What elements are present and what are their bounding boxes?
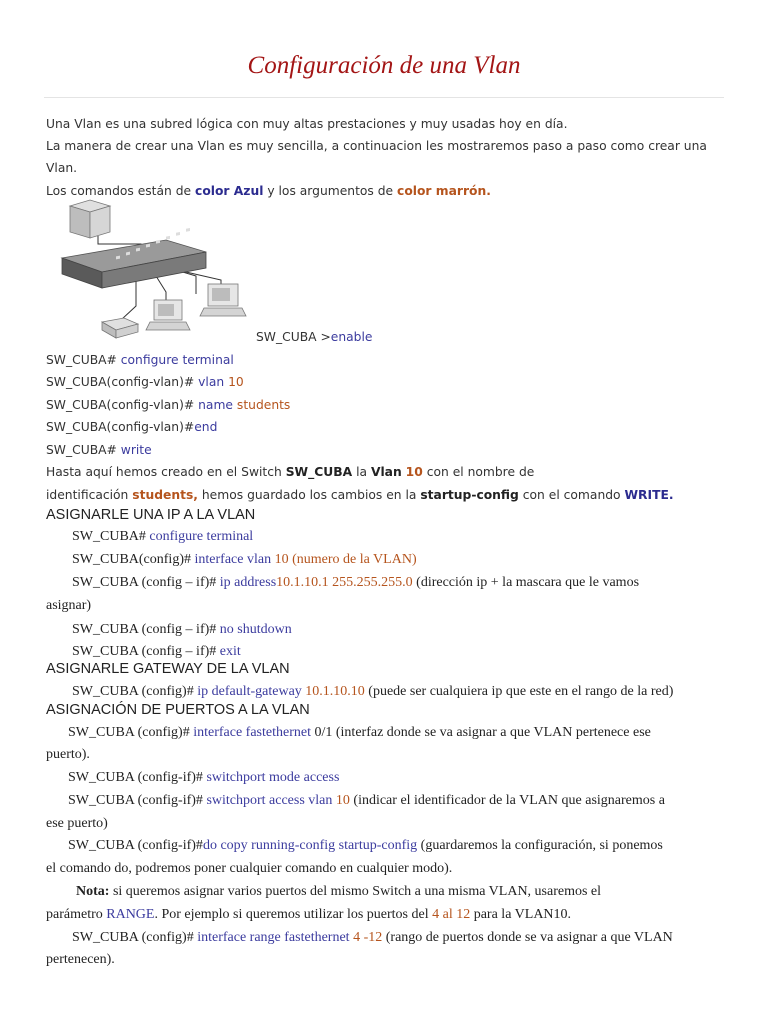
command: name	[198, 398, 237, 412]
intro-line-4-mid: y los argumentos de	[263, 184, 398, 198]
nota-line-2	[46, 907, 571, 923]
section-heading-ip: ASIGNARLE UNA IP A LA VLAN	[46, 507, 256, 523]
vlan-number: 10	[405, 465, 423, 479]
prompt: SW_CUBA(config-vlan)#	[46, 420, 195, 434]
prompt: SW_CUBA (config-if)#	[68, 793, 207, 808]
intro-line-2: La manera de crear una Vlan es muy sencilla, a continuacion les mostraremos paso a paso como crear una	[46, 139, 707, 153]
summary-text: con el comando	[518, 488, 625, 502]
sec3-line-d-cont: el comando do, podremos poner cualquier comando en cualquier modo).	[46, 861, 453, 876]
prompt: SW_CUBA(config)#	[72, 552, 195, 567]
prompt: SW_CUBA(config-vlan)#	[46, 398, 199, 412]
command: switchport access vlan	[206, 793, 336, 808]
prompt: SW_CUBA#	[46, 353, 121, 367]
summary-text: con el nombre de	[422, 465, 535, 479]
cmd-end	[46, 420, 217, 434]
sec3-line-c	[68, 793, 665, 809]
sec1-line-b	[72, 552, 417, 568]
argument: 10 (numero de la VLAN)	[274, 552, 417, 567]
prompt: SW_CUBA (config – if)#	[72, 622, 220, 637]
argument: 10.1.10.1 255.255.255.0	[276, 575, 413, 590]
prompt: SW_CUBA (config-if)#	[68, 838, 203, 853]
prompt: SW_CUBA#	[46, 443, 121, 457]
nota-text: para la VLAN10.	[470, 907, 572, 922]
sec3-line-e	[72, 930, 673, 946]
sec1-line-e	[72, 644, 241, 660]
summary-text: la	[352, 465, 371, 479]
command: configure terminal	[149, 529, 254, 544]
argument: students	[236, 398, 291, 412]
argument: 4 -12	[353, 930, 383, 945]
sec3-line-a	[68, 725, 651, 741]
sec3-line-e-cont: pertenecen).	[46, 952, 115, 967]
cmd-write	[46, 443, 152, 457]
argument: 10	[335, 793, 350, 808]
sec1-line-c-cont: asignar)	[46, 598, 92, 613]
note: (interfaz donde se va asignar a que VLAN pertenece ese	[332, 725, 651, 740]
command: interface fastethernet	[193, 725, 315, 740]
title-divider	[44, 97, 724, 98]
command: write	[120, 443, 152, 457]
command: ip address	[219, 575, 277, 590]
sec3-line-d	[68, 838, 663, 854]
command: interface range fastethernet	[197, 930, 354, 945]
command: no shutdown	[219, 622, 292, 637]
command: ip default-gateway	[197, 684, 306, 699]
intro-line-3: Vlan.	[46, 161, 78, 175]
command: interface vlan	[194, 552, 275, 567]
nota-label: Nota:	[76, 884, 110, 899]
nota-text: . Por ejemplo si queremos utilizar los puertos del	[154, 907, 433, 922]
prompt: SW_CUBA (config – if)#	[72, 575, 220, 590]
sec2-line	[72, 684, 673, 700]
summary-line-2	[46, 488, 674, 502]
nota-text: parámetro	[46, 907, 107, 922]
command: do copy running-config startup-config	[202, 838, 418, 853]
color-brown-label: color marrón.	[397, 184, 491, 198]
command: end	[194, 420, 218, 434]
prompt: SW_CUBA >	[256, 330, 331, 344]
prompt: SW_CUBA(config-vlan)#	[46, 375, 199, 389]
command: switchport mode access	[206, 770, 340, 785]
prompt: SW_CUBA (config)#	[68, 725, 194, 740]
sec3-line-c-cont: ese puerto)	[46, 816, 108, 831]
prompt: SW_CUBA (config – if)#	[72, 644, 220, 659]
note: (guardaremos la configuración, si ponemos	[417, 838, 663, 853]
write-label: WRITE.	[624, 488, 674, 502]
command: enable	[330, 330, 373, 344]
command: configure terminal	[120, 353, 234, 367]
sec3-line-b	[68, 770, 339, 786]
color-blue-label: color Azul	[195, 184, 264, 198]
cmd-vlan	[46, 375, 244, 389]
note: (dirección ip + la mascara que le vamos	[412, 575, 640, 590]
command: exit	[219, 644, 241, 659]
section-heading-ports: ASIGNACIÓN DE PUERTOS A LA VLAN	[46, 702, 310, 718]
nota-line-1	[76, 884, 601, 900]
summary-text: Hasta aquí hemos creado en el Switch	[46, 465, 286, 479]
summary-line-1	[46, 465, 534, 479]
note: (puede ser cualquiera ip que este en el rango de la red)	[364, 684, 674, 699]
prompt: SW_CUBA (config-if)#	[68, 770, 207, 785]
students-label: students,	[132, 488, 198, 502]
sec3-line-a-cont: puerto).	[46, 747, 90, 762]
page-title: Configuración de una Vlan	[247, 52, 521, 79]
cmd-configure-terminal	[46, 353, 234, 367]
switch-name: SW_CUBA	[285, 465, 353, 479]
sec1-line-a	[72, 529, 253, 545]
section-heading-gateway: ASIGNARLE GATEWAY DE LA VLAN	[46, 661, 290, 677]
note: (rango de puertos donde se va asignar a que VLAN	[382, 930, 673, 945]
summary-text: identificación	[46, 488, 133, 502]
argument: 0/1	[314, 725, 333, 740]
range-keyword: RANGE	[106, 907, 155, 922]
sec1-line-c	[72, 575, 639, 591]
note: (indicar el identificador de la VLAN que asignaremos a	[349, 793, 665, 808]
intro-line-1: Una Vlan es una subred lógica con muy altas prestaciones y muy usadas hoy en día.	[46, 117, 568, 131]
intro-line-4-text: Los comandos están de	[46, 184, 196, 198]
command: vlan	[198, 375, 229, 389]
port-range: 4 al 12	[432, 907, 471, 922]
nota-text: si queremos asignar varios puertos del mismo Switch a una misma VLAN, usaremos el	[109, 884, 602, 899]
cmd-name	[46, 398, 290, 412]
vlan-label: Vlan	[370, 465, 402, 479]
prompt: SW_CUBA (config)#	[72, 930, 198, 945]
argument: 10	[228, 375, 244, 389]
summary-text: hemos guardado los cambios en la	[197, 488, 421, 502]
prompt: SW_CUBA#	[72, 529, 150, 544]
argument: 10.1.10.10	[305, 684, 365, 699]
sec1-line-d	[72, 622, 292, 638]
startup-config-label: startup-config	[420, 488, 519, 502]
cmd-enable	[256, 330, 372, 344]
network-switch-diagram	[46, 196, 256, 342]
prompt: SW_CUBA (config)#	[72, 684, 198, 699]
